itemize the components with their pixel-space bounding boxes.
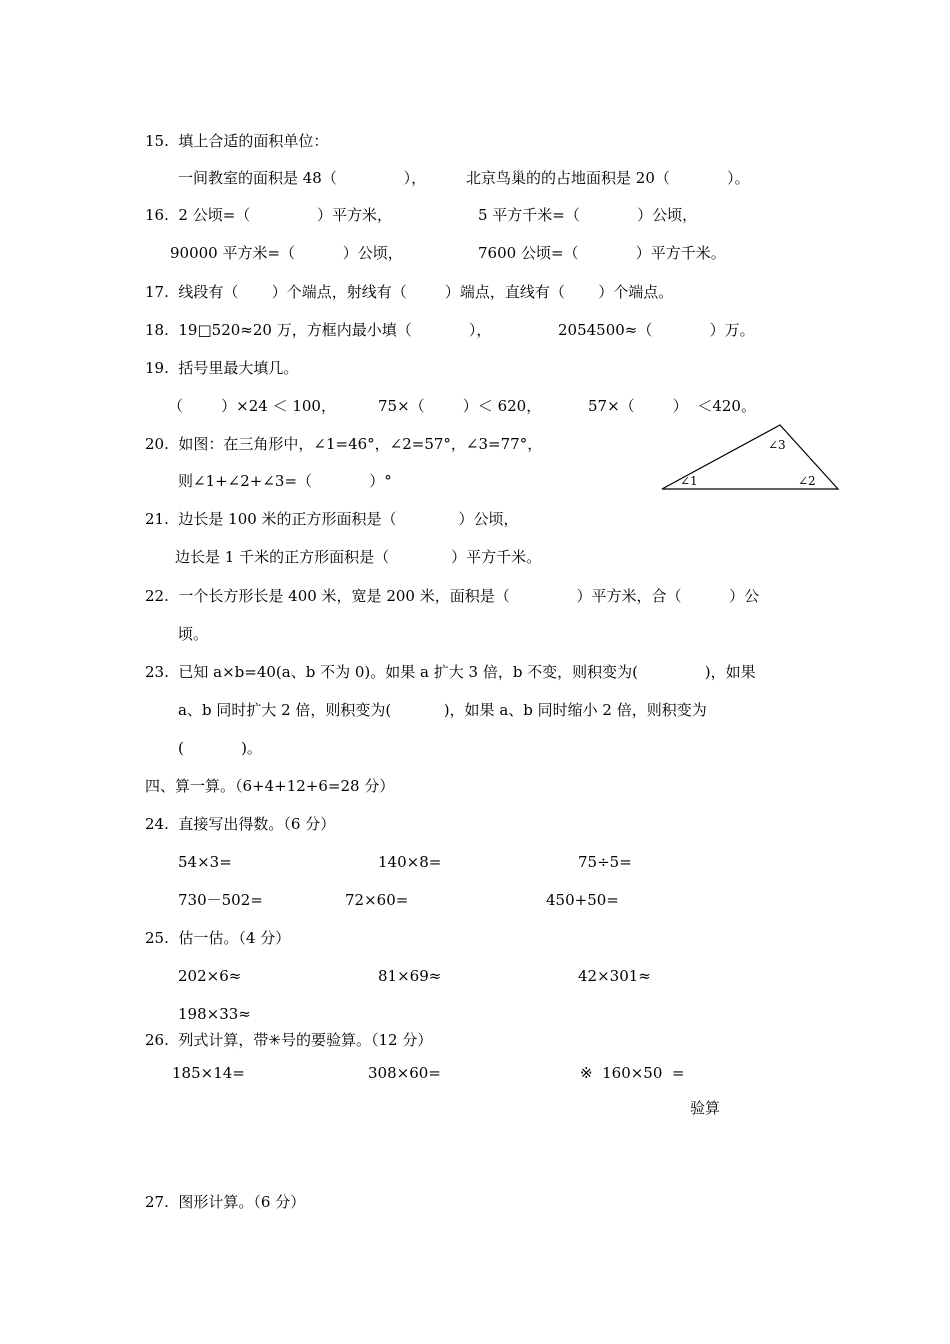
- q15-title: 15. 填上合适的面积单位：: [145, 132, 329, 150]
- q15-blank-b: 北京鸟巢的的占地面积是 20（ ）。: [466, 169, 750, 187]
- q16-line2b: 7600 公顷=（ ）平方千米。: [478, 244, 726, 262]
- section4-title: 四、算一算。（6+4+12+6=28 分）: [145, 777, 395, 795]
- q20-line2: 则∠1+∠2+∠3=（ ）°: [178, 472, 392, 490]
- q24-r2-c1: 730－502=: [178, 891, 263, 909]
- q19-a: （ ）×24 ＜ 100，: [168, 397, 336, 415]
- q21-line1: 21. 边长是 100 米的正方形面积是（ ）公顷，: [145, 510, 519, 528]
- q26-item1: 185×14=: [172, 1064, 245, 1082]
- q15-blank-a: 一间教室的面积是 48（ ），: [178, 169, 427, 187]
- q19-title: 19. 括号里最大填几。: [145, 359, 299, 377]
- q23-line3: ( )。: [178, 739, 262, 757]
- q24-r2-c3: 450+50=: [546, 891, 619, 909]
- q25-r1-c1: 202×6≈: [178, 967, 242, 985]
- q24-r1-c2: 140×8=: [378, 853, 442, 871]
- q25-r1-c3: 42×301≈: [578, 967, 651, 985]
- q26-item2: 308×60=: [368, 1064, 441, 1082]
- q26-check-label: 验算: [690, 1099, 721, 1117]
- q16-line1b: 5 平方千米=（ ）公顷，: [478, 206, 698, 224]
- q26-item3: ※ 160×50 =: [580, 1064, 685, 1082]
- q18-a: 18. 19□520≈20 万，方框内最小填（ ），: [145, 321, 492, 339]
- q24-r1-c1: 54×3=: [178, 853, 232, 871]
- q18-b: 2054500≈（ ）万。: [558, 321, 755, 339]
- q25-title: 25. 估一估。（4 分）: [145, 929, 291, 947]
- q19-c: 57×（ ） ＜420。: [588, 397, 756, 415]
- angle-2-label: ∠2: [798, 474, 816, 488]
- q21-line2: 边长是 1 千米的正方形面积是（ ）平方千米。: [175, 548, 542, 566]
- q24-title: 24. 直接写出得数。（6 分）: [145, 815, 336, 833]
- q22-line2: 顷。: [178, 625, 209, 643]
- q25-r2: 198×33≈: [178, 1005, 251, 1023]
- q20-line1: 20. 如图：在三角形中，∠1=46°，∠2=57°，∠3=77°，: [145, 435, 543, 453]
- q19-b: 75×（ ）＜ 620，: [378, 397, 542, 415]
- q17: 17. 线段有（ ）个端点，射线有（ ）端点，直线有（ ）个端点。: [145, 283, 674, 301]
- q23-line2: a、b 同时扩大 2 倍，则积变为( )，如果 a、b 同时缩小 2 倍，则积变为: [178, 701, 707, 719]
- q16-line2a: 90000 平方米=（ ）公顷，: [170, 244, 403, 262]
- q22-line1: 22. 一个长方形长是 400 米，宽是 200 米，面积是（ ）平方米，合（ ）公: [145, 587, 760, 605]
- angle-3-label: ∠3: [768, 438, 786, 452]
- q23-line1: 23. 已知 a×b=40(a、b 不为 0)。如果 a 扩大 3 倍，b 不变，则积变为( )，如果: [145, 663, 756, 681]
- q24-r1-c3: 75÷5=: [578, 853, 632, 871]
- q16-line1a: 16. 2 公顷=（ ）平方米，: [145, 206, 393, 224]
- q27-title: 27. 图形计算。（6 分）: [145, 1193, 306, 1211]
- q24-r2-c2: 72×60=: [345, 891, 409, 909]
- angle-1-label: ∠1: [680, 474, 698, 488]
- triangle-figure: [660, 422, 845, 494]
- q26-title: 26. 列式计算，带✳号的要验算。（12 分）: [145, 1031, 433, 1049]
- q25-r1-c2: 81×69≈: [378, 967, 442, 985]
